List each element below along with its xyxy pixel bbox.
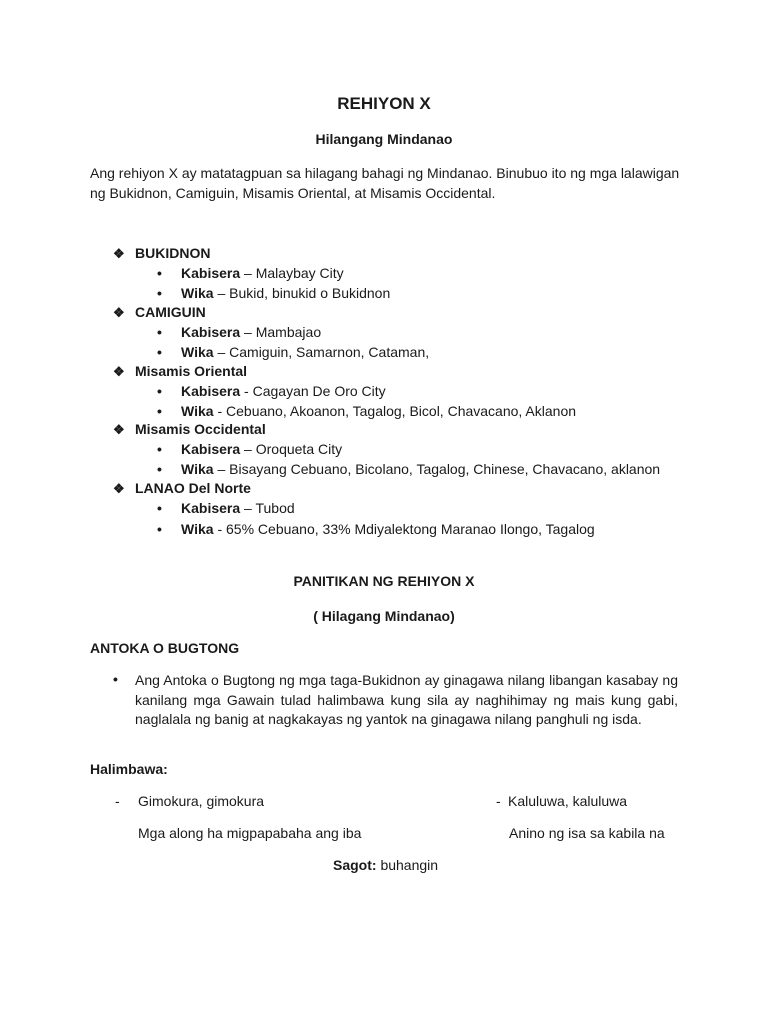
capital-label: Kabisera xyxy=(181,441,241,457)
language-label: Wika xyxy=(181,461,214,477)
answer-line xyxy=(333,857,438,873)
bullet-icon: • xyxy=(157,324,162,340)
diamond-bullet-icon: ❖ xyxy=(113,481,125,496)
bullet-icon: • xyxy=(157,383,162,399)
translation-line-2: Anino ng isa sa kabila na xyxy=(509,825,665,841)
diamond-bullet-icon: ❖ xyxy=(113,422,125,437)
capital-label: Kabisera xyxy=(181,324,241,340)
province-name: Misamis Oriental xyxy=(135,363,248,379)
province-heading xyxy=(113,245,210,262)
capital-value: Cagayan De Oro City xyxy=(252,383,386,399)
page-title: REHIYON X xyxy=(337,94,431,113)
language-label: Wika xyxy=(181,521,214,537)
province-heading xyxy=(113,363,247,380)
province-name: BUKIDNON xyxy=(135,245,211,261)
capital-label: Kabisera xyxy=(181,383,241,399)
province-capital: • Kabisera – Oroqueta City xyxy=(157,441,343,457)
province-name: Misamis Occidental xyxy=(135,421,266,437)
province-capital: • Kabisera – Mambajao xyxy=(157,324,322,340)
paragraph-text: Ang Antoka o Bugtong ng mga taga-Bukidnon ay ginagawa nilang libangan kasabay ng kanilang mga Gawain tulad halimbawa kung sila ay naghihimay ng mais kung gabi, naglalala ng banig at nagkakayas ng yantok na ginagawa nilang panghuli ng isda. xyxy=(135,672,678,727)
language-value: Bukid, binukid o Bukidnon xyxy=(229,285,391,301)
capital-value: Oroqueta City xyxy=(255,441,343,457)
bullet-icon: • xyxy=(157,403,162,419)
language-value: 65% Cebuano, 33% Mdiyalektong Maranao Ilongo, Tagalog xyxy=(226,521,595,537)
language-value: Camiguin, Samarnon, Cataman, xyxy=(229,344,430,360)
province-capital: • Kabisera – Tubod xyxy=(157,500,295,516)
language-value: Bisayang Cebuano, Bicolano, Tagalog, Chinese, Chavacano, aklanon xyxy=(229,461,661,477)
province-language: • Wika - Cebuano, Akoanon, Tagalog, Bicol, Chavacano, Aklanon xyxy=(157,403,577,419)
answer-value: buhangin xyxy=(380,857,439,873)
example-label: Halimbawa: xyxy=(90,761,168,777)
province-name: LANAO Del Norte xyxy=(135,480,251,496)
province-heading xyxy=(113,421,266,438)
bullet-icon: • xyxy=(157,500,162,516)
capital-label: Kabisera xyxy=(181,500,241,516)
dash-icon: - xyxy=(496,793,501,809)
province-capital: • Kabisera – Malaybay City xyxy=(157,265,344,281)
province-heading xyxy=(113,304,206,321)
dash-icon: - xyxy=(115,793,120,809)
section-subtitle: ( Hilagang Mindanao) xyxy=(313,608,455,624)
bullet-icon: • xyxy=(157,285,162,301)
section-heading: ANTOKA O BUGTONG xyxy=(90,640,240,656)
section-title: PANITIKAN NG REHIYON X xyxy=(293,573,475,589)
capital-value: Tubod xyxy=(255,500,295,516)
answer-label: Sagot: xyxy=(333,857,377,873)
riddle-line-1: Gimokura, gimokura xyxy=(138,793,265,809)
bullet-icon: • xyxy=(113,671,118,687)
page-subtitle: Hilangang Mindanao xyxy=(315,131,453,147)
capital-value: Mambajao xyxy=(255,324,322,340)
capital-label: Kabisera xyxy=(181,265,241,281)
province-heading xyxy=(113,480,251,497)
language-label: Wika xyxy=(181,285,214,301)
bullet-icon: • xyxy=(157,461,162,477)
diamond-bullet-icon: ❖ xyxy=(113,246,125,261)
province-name: CAMIGUIN xyxy=(135,304,206,320)
bullet-icon: • xyxy=(157,441,162,457)
riddle-line-2: Mga along ha migpapabaha ang iba xyxy=(138,825,362,841)
bullet-icon: • xyxy=(157,344,162,360)
language-label: Wika xyxy=(181,403,214,419)
diamond-bullet-icon: ❖ xyxy=(113,364,125,379)
diamond-bullet-icon: ❖ xyxy=(113,305,125,320)
language-label: Wika xyxy=(181,344,214,360)
province-language: • Wika – Camiguin, Samarnon, Cataman, xyxy=(157,344,430,360)
province-capital: • Kabisera - Cagayan De Oro City xyxy=(157,383,386,399)
bullet-icon: • xyxy=(157,265,162,281)
intro-paragraph: Ang rehiyon X ay matatagpuan sa hilagang bahagi ng Mindanao. Binubuo ito ng mga lalawigan ng Bukidnon, Camiguin, Misamis Oriental, at Misamis Occidental. xyxy=(90,165,680,201)
language-value: Cebuano, Akoanon, Tagalog, Bicol, Chavacano, Aklanon xyxy=(226,403,577,419)
province-language: • Wika – Bisayang Cebuano, Bicolano, Tagalog, Chinese, Chavacano, aklanon xyxy=(157,461,661,477)
province-language: • Wika - 65% Cebuano, 33% Mdiyalektong Maranao Ilongo, Tagalog xyxy=(157,521,595,537)
bullet-icon: • xyxy=(157,521,162,537)
province-language: • Wika – Bukid, binukid o Bukidnon xyxy=(157,285,391,301)
capital-value: Malaybay City xyxy=(255,265,344,281)
translation-line-1: Kaluluwa, kaluluwa xyxy=(508,793,628,809)
